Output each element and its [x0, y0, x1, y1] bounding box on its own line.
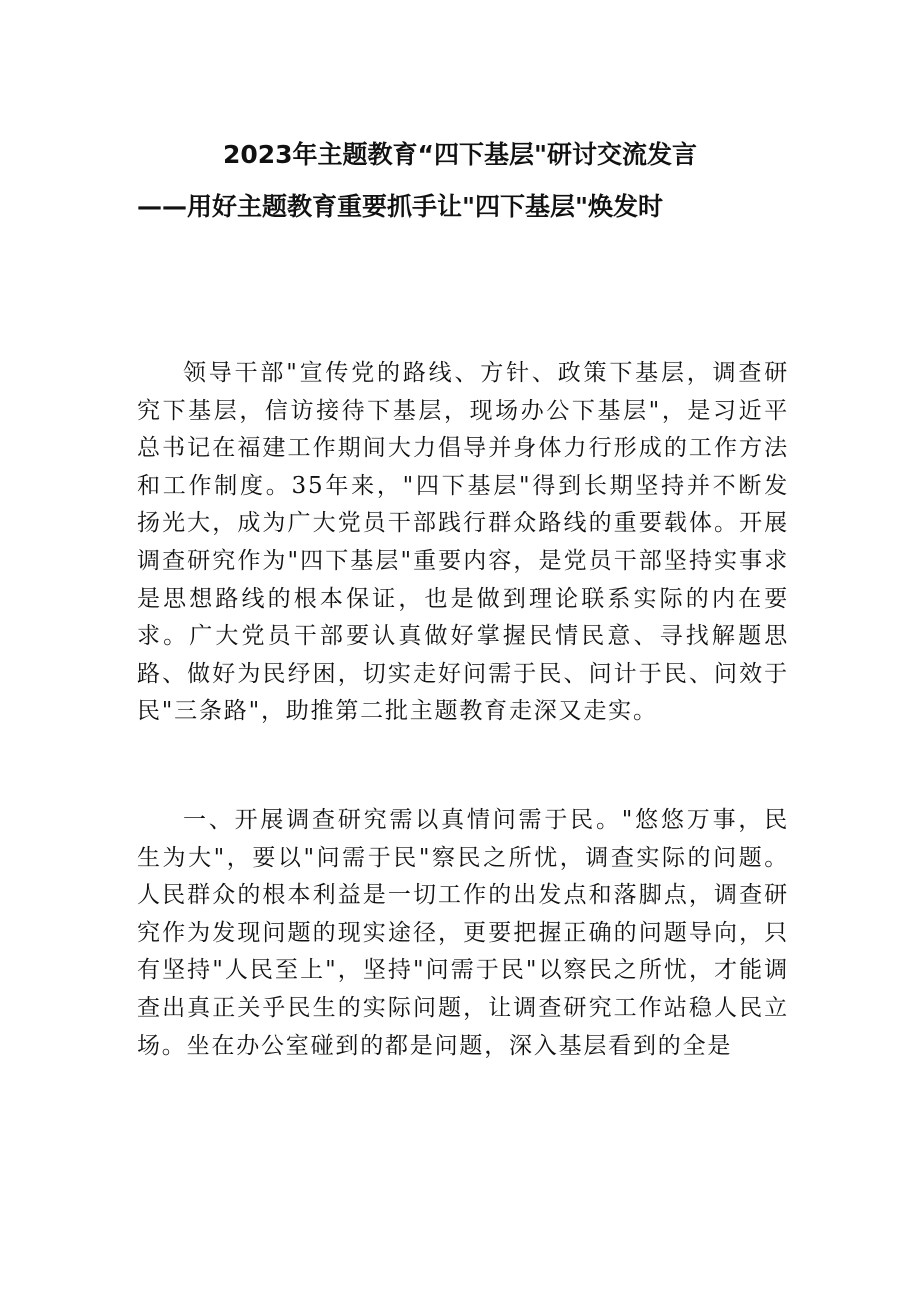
- document-title: 2023年主题教育“四下基层"研讨交流发言: [222, 140, 698, 169]
- document-subtitle: ——用好主题教育重要抓手让"四下基层"焕发时: [137, 192, 664, 221]
- body-paragraph-intro: 领导干部"宣传党的路线、方针、政策下基层，调查研究下基层，信访接待下基层，现场办公下基层"，是习近平总书记在福建工作期间大力倡导并身体力行形成的工作方法和工作制度。35年来，"四下基层"得到长期坚持并不断发扬光大，成为广大党员干部践行群众路线的重要载体。开展调查研究作为"四下基层"重要内容，是党员干部坚持实事求是思想路线的根本保证，也是做到理论联系实际的内在要求。广大党员干部要认真做好掌握民情民意、寻找解题思路、做好为民纾困，切实走好问需于民、问计于民、问效于民"三条路"，助推第二批主题教育走深又走实。: [137, 360, 789, 725]
- body-paragraph-section-1: 一、开展调查研究需以真情问需于民。"悠悠万事，民生为大"，要以"问需于民"察民之所忧，调查实际的问题。人民群众的根本利益是一切工作的出发点和落脚点，调查研究作为发现问题的现实途径，更要把握正确的问题导向，只有坚持"人民至上"，坚持"问需于民"以察民之所忧，才能调查出真正关乎民生的实际问题，让调查研究工作站稳人民立场。坐在办公室碰到的都是问题，深入基层看到的全是: [137, 807, 789, 1059]
